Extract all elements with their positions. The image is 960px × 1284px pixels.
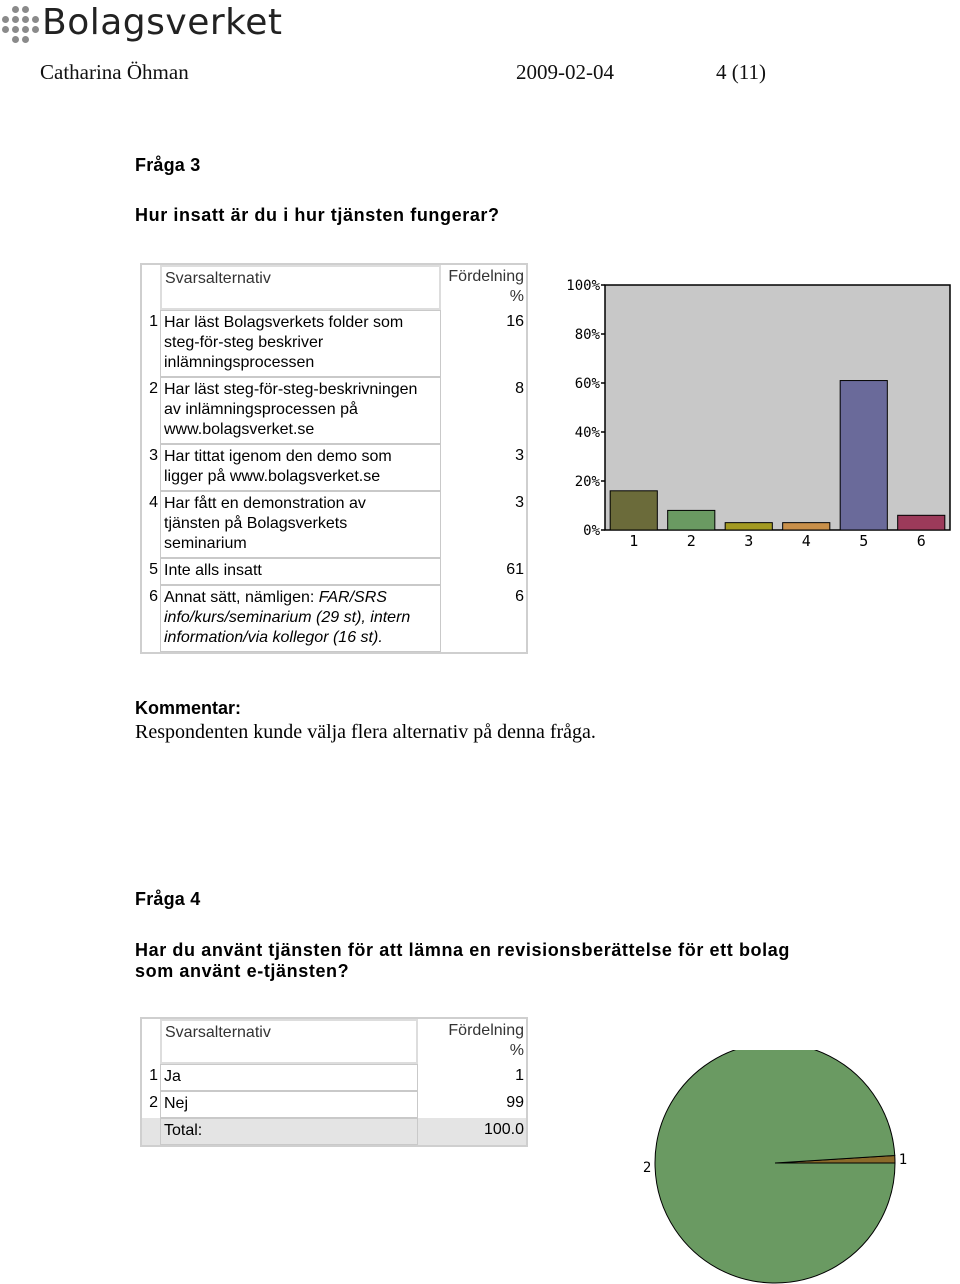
header-author: Catharina Öhman: [40, 60, 189, 84]
y-tick-label: 60%: [574, 376, 600, 392]
column-header-value: Fördelning %: [448, 1022, 524, 1059]
bar-5: [840, 381, 887, 530]
q4-answer-table: [140, 1017, 528, 1147]
q3-comment-text: Respondenten kunde välja flera alternativ på denna fråga.: [135, 721, 596, 743]
bar-3: [725, 523, 772, 530]
x-tick-label: 4: [801, 532, 811, 550]
q3-answer-table: [140, 263, 528, 654]
q4-pie-chart: [630, 1050, 930, 1284]
bar-6: [898, 515, 945, 530]
x-tick-label: 6: [916, 532, 926, 550]
pie-slice-2: [655, 1050, 895, 1283]
pie-label: 2: [642, 1160, 652, 1177]
q3-title: Fråga 3: [135, 155, 201, 175]
x-tick-label: 3: [744, 532, 754, 550]
q3-question: Hur insatt är du i hur tjänsten fungerar?: [135, 205, 500, 225]
table-row: 2 Har läst steg-för-steg-beskrivningen av inlämningsprocessen på www.bolagsverket.se 8: [142, 377, 526, 444]
x-tick-label: 1: [629, 532, 639, 550]
pie-label: 1: [898, 1151, 908, 1168]
y-tick-label: 0%: [583, 523, 600, 539]
x-tick-label: 2: [686, 532, 696, 550]
bar-2: [668, 510, 715, 530]
y-tick-label: 100%: [566, 278, 600, 294]
y-tick-label: 80%: [574, 327, 600, 343]
header-page-number: 4 (11): [716, 60, 766, 84]
bolagsverket-logo: [0, 0, 282, 46]
bar-4: [783, 523, 830, 530]
table-header-row: [142, 1019, 526, 1064]
column-header-label: Svarsalternativ: [165, 1024, 271, 1041]
logo-text: Bolagsverket: [42, 2, 283, 43]
table-row: 6 Annat sätt, nämligen: FAR/SRS info/kurs/seminarium (29 st), intern information/via kollegor (16 st). 6: [142, 585, 526, 652]
bar-1: [610, 491, 657, 530]
column-header-label: Svarsalternativ: [165, 270, 271, 287]
y-tick-label: 40%: [574, 425, 600, 441]
table-row: 5 Inte alls insatt 61: [142, 558, 526, 585]
q3-comment-label: Kommentar:: [135, 698, 242, 718]
table-row: 2 Nej 99: [142, 1091, 526, 1118]
table-total-row: Total: 100.0: [142, 1118, 526, 1145]
q3-bar-chart: [560, 270, 960, 560]
q4-title: Fråga 4: [135, 889, 201, 909]
table-header-row: [142, 265, 526, 310]
header-date: 2009-02-04: [516, 60, 614, 84]
y-tick-label: 20%: [574, 474, 600, 490]
table-row: 4 Har fått en demonstration av tjänsten på Bolagsverkets seminarium 3: [142, 491, 526, 558]
table-row: 1 Har läst Bolagsverkets folder som steg-för-steg beskriver inlämningsprocessen 16: [142, 310, 526, 377]
table-row: 3 Har tittat igenom den demo som ligger på www.bolagsverket.se 3: [142, 444, 526, 491]
x-tick-label: 5: [859, 532, 869, 550]
column-header-value: Fördelning %: [448, 268, 524, 305]
logo-dots-icon: [0, 2, 40, 44]
q4-question: Har du använt tjänsten för att lämna en revisionsberättelse för ett bolag som använt e-tjänsten?: [135, 940, 790, 981]
table-row: 1 Ja 1: [142, 1064, 526, 1091]
